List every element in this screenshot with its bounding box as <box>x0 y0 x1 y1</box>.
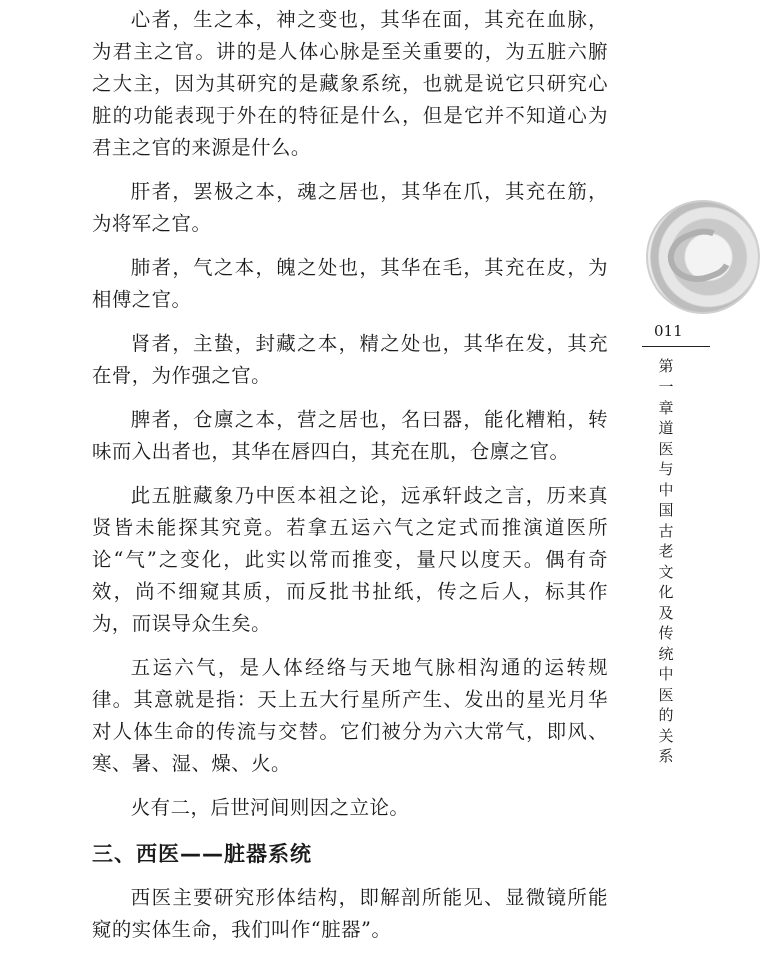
vertical-char: 的 <box>658 706 674 724</box>
vertical-char: 章 <box>658 399 674 417</box>
vertical-char: 文 <box>658 562 674 581</box>
vertical-char: 一 <box>658 378 674 396</box>
vertical-char: 医 <box>658 685 674 704</box>
paragraph-spleen: 脾者，仓廪之本，营之居也，名曰器，能化糟粕，转味而入出者也，其华在唇四白，其充在肌，仓廪之官。 <box>92 408 608 463</box>
sidebar-divider <box>642 346 710 347</box>
vertical-char: 统 <box>658 644 674 663</box>
vertical-char: 关 <box>658 726 674 745</box>
paragraph-liver: 肝者，罢极之本，魂之居也，其华在爪，其充在筋，为将军之官。 <box>92 180 608 235</box>
vertical-char: 中 <box>658 480 674 499</box>
vertical-char: 老 <box>658 542 674 560</box>
paragraph-western-medicine: 西医主要研究形体结构，即解剖所能见、显微镜所能窥的实体生命，我们叫作“脏器”。 <box>92 886 608 941</box>
page-number: 011 <box>654 322 683 340</box>
chapter-number <box>656 356 676 419</box>
body-text <box>92 0 608 958</box>
vertical-char: 系 <box>658 747 674 765</box>
paragraph-kidney: 肾者，主蛰，封藏之本，精之处也，其华在发，其充在骨，为作强之官。 <box>92 332 608 387</box>
vertical-char: 道 <box>658 419 674 437</box>
vertical-char: 及 <box>658 603 674 622</box>
vertical-char: 与 <box>658 460 674 478</box>
vertical-char: 医 <box>658 439 674 458</box>
vertical-char: 第 <box>658 357 674 375</box>
vertical-char: 中 <box>658 665 674 683</box>
chapter-sidebar <box>630 0 710 765</box>
paragraph-fire: 火有二，后世河间则因之立论。 <box>130 796 410 819</box>
paragraph-five-zang: 此五脏藏象乃中医本祖之论，远承轩歧之言，历来真贤皆未能探其究竟。若拿五运六气之定式而推演道医所论“气”之变化，此实以常而推变，量尺以度天。偶有奇效，尚不细窥其质，而反批书扯纸，传之后人，标其作为，而误导众生矣。 <box>92 484 608 635</box>
section-heading: 三、西医——脏器系统 <box>92 842 312 866</box>
vertical-char: 传 <box>658 624 674 642</box>
paragraph-lung: 肺者，气之本，魄之处也，其华在毛，其充在皮，为相傅之官。 <box>92 256 608 311</box>
chapter-title <box>656 418 676 767</box>
vertical-char: 化 <box>658 583 674 601</box>
vertical-char: 古 <box>658 521 674 540</box>
paragraph-heart: 心者，生之本，神之变也，其华在面，其充在血脉，为君主之官。讲的是人体心脉是至关重要的，为五脏六腑之大主，因为其研究的是藏象系统，也就是说它只研究心脏的功能表现于外在的特征是什么，但是它并不知道心为君主之官的来源是什么。 <box>92 8 608 159</box>
paragraph-five-movements: 五运六气，是人体经络与天地气脉相沟通的运转规律。其意就是指：天上五大行星所产生、发出的星光月华对人体生命的传流与交替。它们被分为六大常气，即风、寒、暑、湿、燥、火。 <box>92 656 608 775</box>
vertical-char: 国 <box>658 501 674 519</box>
emblem-seal-icon <box>646 200 760 314</box>
